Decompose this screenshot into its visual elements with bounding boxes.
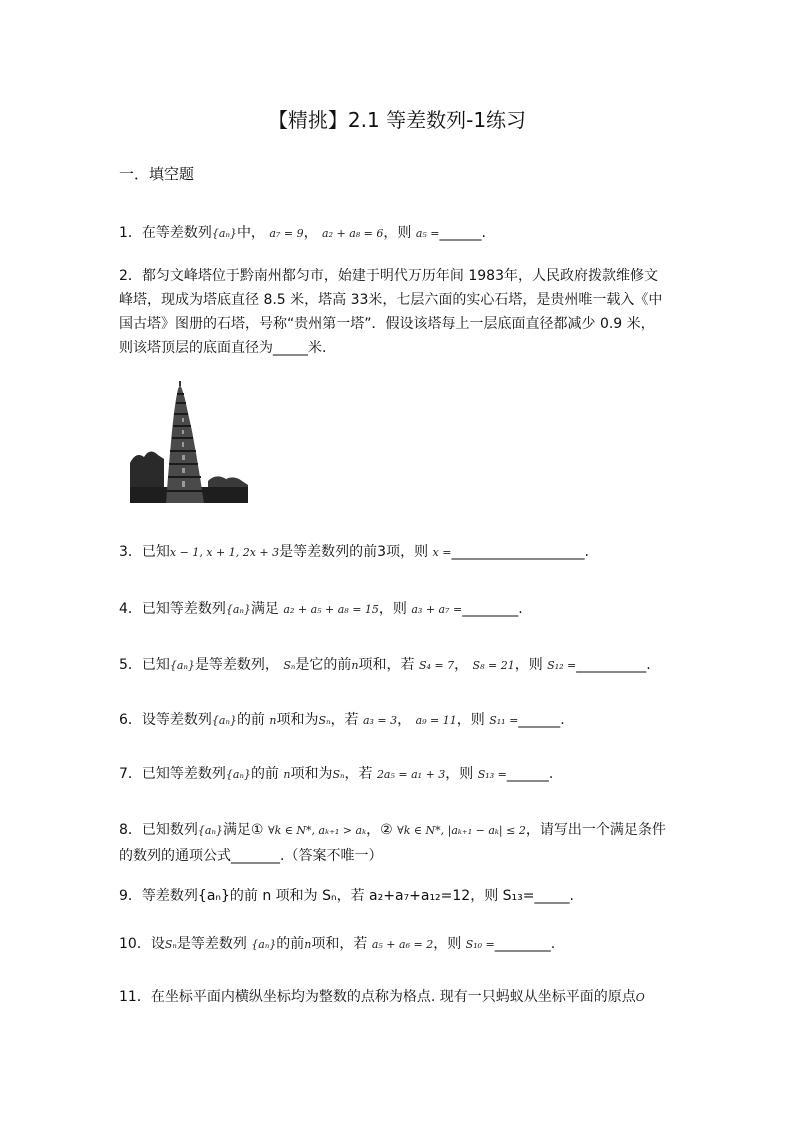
question-9: 9．等差数列{aₙ}的前 n 项和为 Sₙ，若 a₂+a₇+a₁₂=12，则 S₁₃=_____. xyxy=(119,888,574,904)
section-heading: 一．填空题 xyxy=(119,165,195,183)
question-8-line-1: 8．已知数列{aₙ}满足① ∀k ∈ N*, aₖ₊₁ > aₖ，② ∀k ∈ N*, |aₖ₊₁ − aₖ| ≤ 2，请写出一个满足条件 xyxy=(119,822,666,838)
question-7: 7．已知等差数列{aₙ}的前 n项和为Sₙ，若 2a₅ = a₁ + 3，则 S₁₃ =______. xyxy=(119,766,554,782)
pagoda-image xyxy=(130,381,248,503)
question-2-line-2: 峰塔，现成为塔底直径 8.5 米，塔高 33米，七层六面的实心石塔，是贵州唯一载入《中 xyxy=(119,292,663,308)
question-3: 3．已知x − 1, x + 1, 2x + 3是等差数列的前3项，则 x =___________________. xyxy=(119,544,589,560)
question-6: 6．设等差数列{aₙ}的前 n项和为Sₙ，若 a₃ = 3， a₉ = 11，则 S₁₁ =______. xyxy=(119,712,565,728)
page-title: 【精挑】2.1 等差数列-1练习 xyxy=(267,108,527,132)
question-2-line-3: 国古塔》图册的石塔，号称“贵州第一塔”．假设该塔每上一层底面直径都减少 0.9 米， xyxy=(119,316,655,332)
question-2-line-4: 则该塔顶层的底面直径为_____米. xyxy=(119,340,327,356)
question-4: 4．已知等差数列{aₙ}满足 a₂ + a₅ + a₈ = 15，则 a₃ + a₇ =________. xyxy=(119,601,523,617)
question-2-line-1: 2．都匀文峰塔位于黔南州都匀市，始建于明代万历年间 1983年，人民政府拨款维修文 xyxy=(119,268,658,284)
question-10: 10．设Sₙ是等差数列 {aₙ}的前n项和，若 a₅ + a₆ = 2，则 S₁₀ =________. xyxy=(119,936,556,952)
question-8-line-2: 的数列的通项公式_______.（答案不唯一） xyxy=(119,848,383,864)
question-5: 5．已知{aₙ}是等差数列， Sₙ是它的前n项和，若 S₄ = 7， S₈ = 21，则 S₁₂ =__________. xyxy=(119,657,651,673)
question-1: 1．在等差数列{aₙ}中， a₇ = 9， a₂ + a₈ = 6，则 a₅ =______. xyxy=(119,225,486,241)
question-11: 11．在坐标平面内横纵坐标均为整数的点称为格点. 现有一只蚂蚁从坐标平面的原点O xyxy=(119,989,645,1005)
